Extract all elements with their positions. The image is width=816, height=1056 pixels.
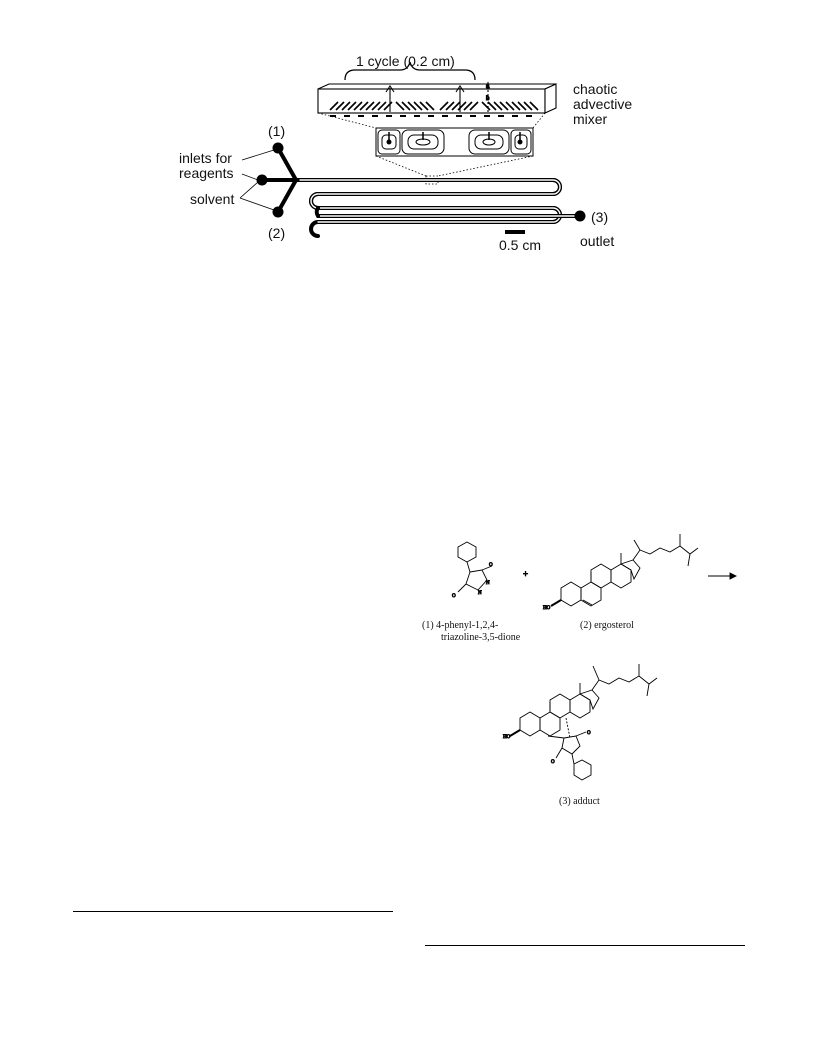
svg-text:N: N xyxy=(486,581,490,586)
svg-text:HO: HO xyxy=(503,735,511,740)
solvent-port xyxy=(257,175,268,186)
mixer-label-line3: mixer xyxy=(573,111,608,127)
reactant-1-caption-line1: (1) 4-phenyl-1,2,4- xyxy=(422,620,499,631)
svg-text:O: O xyxy=(551,760,555,765)
solvent-label: solvent xyxy=(190,191,235,207)
svg-text:O: O xyxy=(489,563,493,568)
inlets-label-line2: reagents xyxy=(179,165,234,181)
adduct-structure xyxy=(510,664,657,780)
scale-label: 0.5 cm xyxy=(499,237,542,253)
reactant-1-caption-line2: triazoline-3,5-dione xyxy=(441,632,521,643)
microreactor-figure xyxy=(179,53,632,253)
svg-text:a: a xyxy=(486,84,490,90)
reactant-2-caption: (2) ergosterol xyxy=(580,620,634,631)
svg-text:N: N xyxy=(478,591,482,596)
svg-text:b: b xyxy=(486,96,490,102)
mixer-label-line1: chaotic xyxy=(573,81,618,97)
footnote-rule-right xyxy=(425,945,745,946)
inlet-1-port xyxy=(273,143,284,154)
mixer-label-line2: advective xyxy=(573,96,633,112)
outlet-label: outlet xyxy=(580,233,615,249)
ergosterol-structure xyxy=(551,534,698,606)
inlet-2-label: (2) xyxy=(268,225,286,241)
reaction-scheme xyxy=(422,534,736,807)
svg-text:O: O xyxy=(452,594,456,599)
plus-sign: + xyxy=(523,569,529,579)
inlet-2-port xyxy=(273,207,284,218)
footnote-rule-left xyxy=(73,911,393,912)
outlet-port xyxy=(575,211,586,222)
cross-section-panels xyxy=(318,113,545,184)
mixer-channel xyxy=(318,82,556,116)
product-caption: (3) adduct xyxy=(559,796,600,807)
inlets-label-line1: inlets for xyxy=(179,150,232,166)
inlet-1-label: (1) xyxy=(268,123,286,139)
cycle-label: 1 cycle (0.2 cm) xyxy=(356,53,455,69)
svg-text:HO: HO xyxy=(543,606,551,611)
outlet-number-label: (3) xyxy=(591,209,609,225)
serpentine-channel xyxy=(262,148,560,236)
svg-text:O: O xyxy=(587,731,591,736)
